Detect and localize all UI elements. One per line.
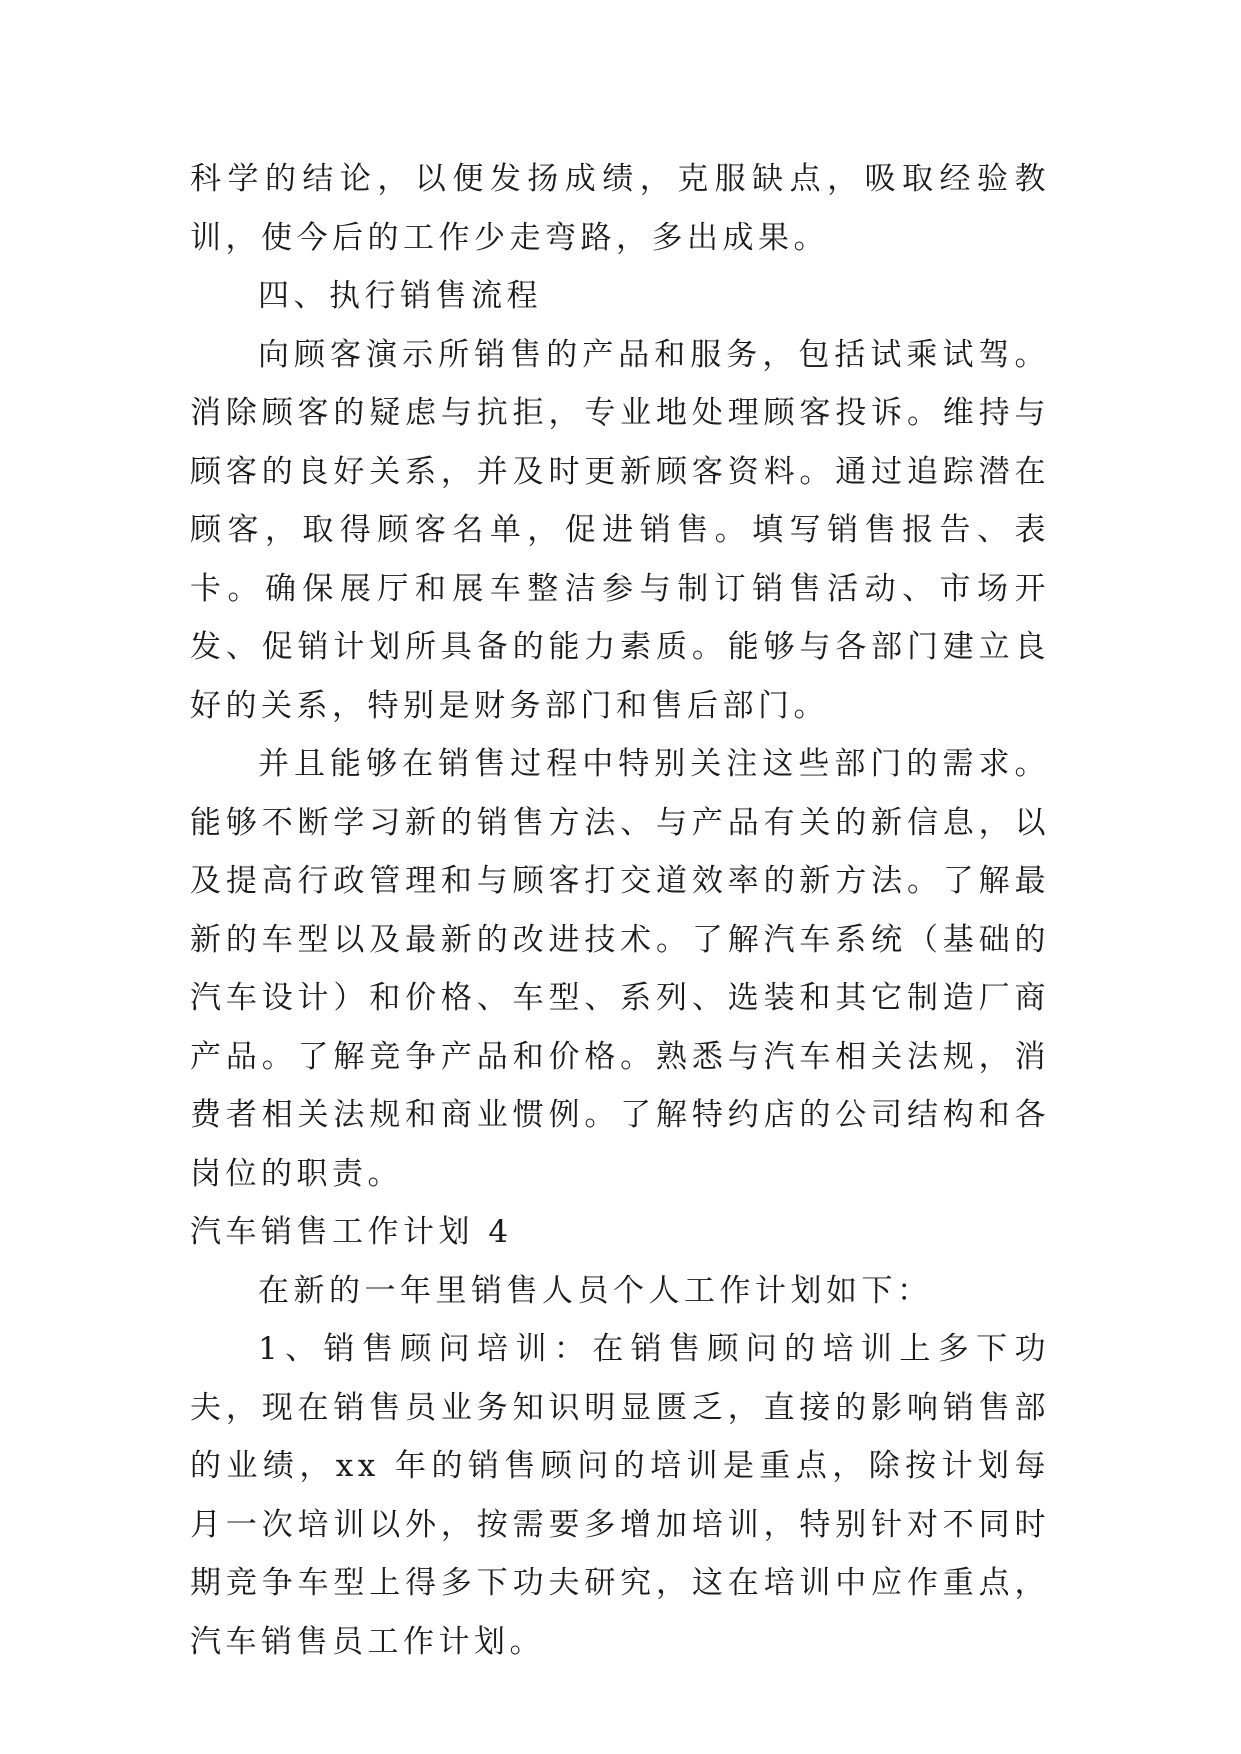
- paragraph-continuation: 科学的结论，以便发扬成绩，克服缺点，吸取经验教训，使今后的工作少走弯路，多出成果。: [190, 161, 1050, 256]
- document-section-title: 汽车销售工作计划 4: [190, 1214, 513, 1250]
- paragraph-plan-intro: 在新的一年里销售人员个人工作计划如下：: [258, 1272, 933, 1309]
- section-heading-execute-sales-process: 四、执行销售流程: [258, 278, 542, 314]
- paragraph-sales-process: 向顾客演示所销售的产品和服务，包括试乘试驾。消除顾客的疑虑与抗拒，专业地处理顾客投诉。维持与顾客的良好关系，并及时更新顾客资料。通过追踪潜在顾客，取得顾客名单，促进销售。填写销售报告、表卡。确保展厅和展车整洁参与制订销售活动、市场开发、促销计划所具备的能力素质。能够与各部门建立良好的关系，特别是财务部门和售后部门。: [190, 336, 1050, 724]
- paragraph-training-plan: 1、销售顾问培训：在销售顾问的培训上多下功夫，现在销售员业务知识明显匮乏，直接的影响销售部的业绩，xx 年的销售顾问的培训是重点，除按计划每月一次培训以外，按需要多增加培训，特别针对不同时期竞争车型上得多下功夫研究，这在培训中应作重点，汽车销售员工作计划。: [190, 1331, 1050, 1660]
- document-body: [190, 150, 1050, 1671]
- paragraph-department-needs: 并且能够在销售过程中特别关注这些部门的需求。能够不断学习新的销售方法、与产品有关的新信息，以及提高行政管理和与顾客打交道效率的新方法。了解最新的车型以及最新的改进技术。了解汽车系统（基础的汽车设计）和价格、车型、系列、选装和其它制造厂商产品。了解竞争产品和价格。熟悉与汽车相关法规，消费者相关法规和商业惯例。了解特约店的公司结构和各岗位的职责。: [190, 746, 1050, 1192]
